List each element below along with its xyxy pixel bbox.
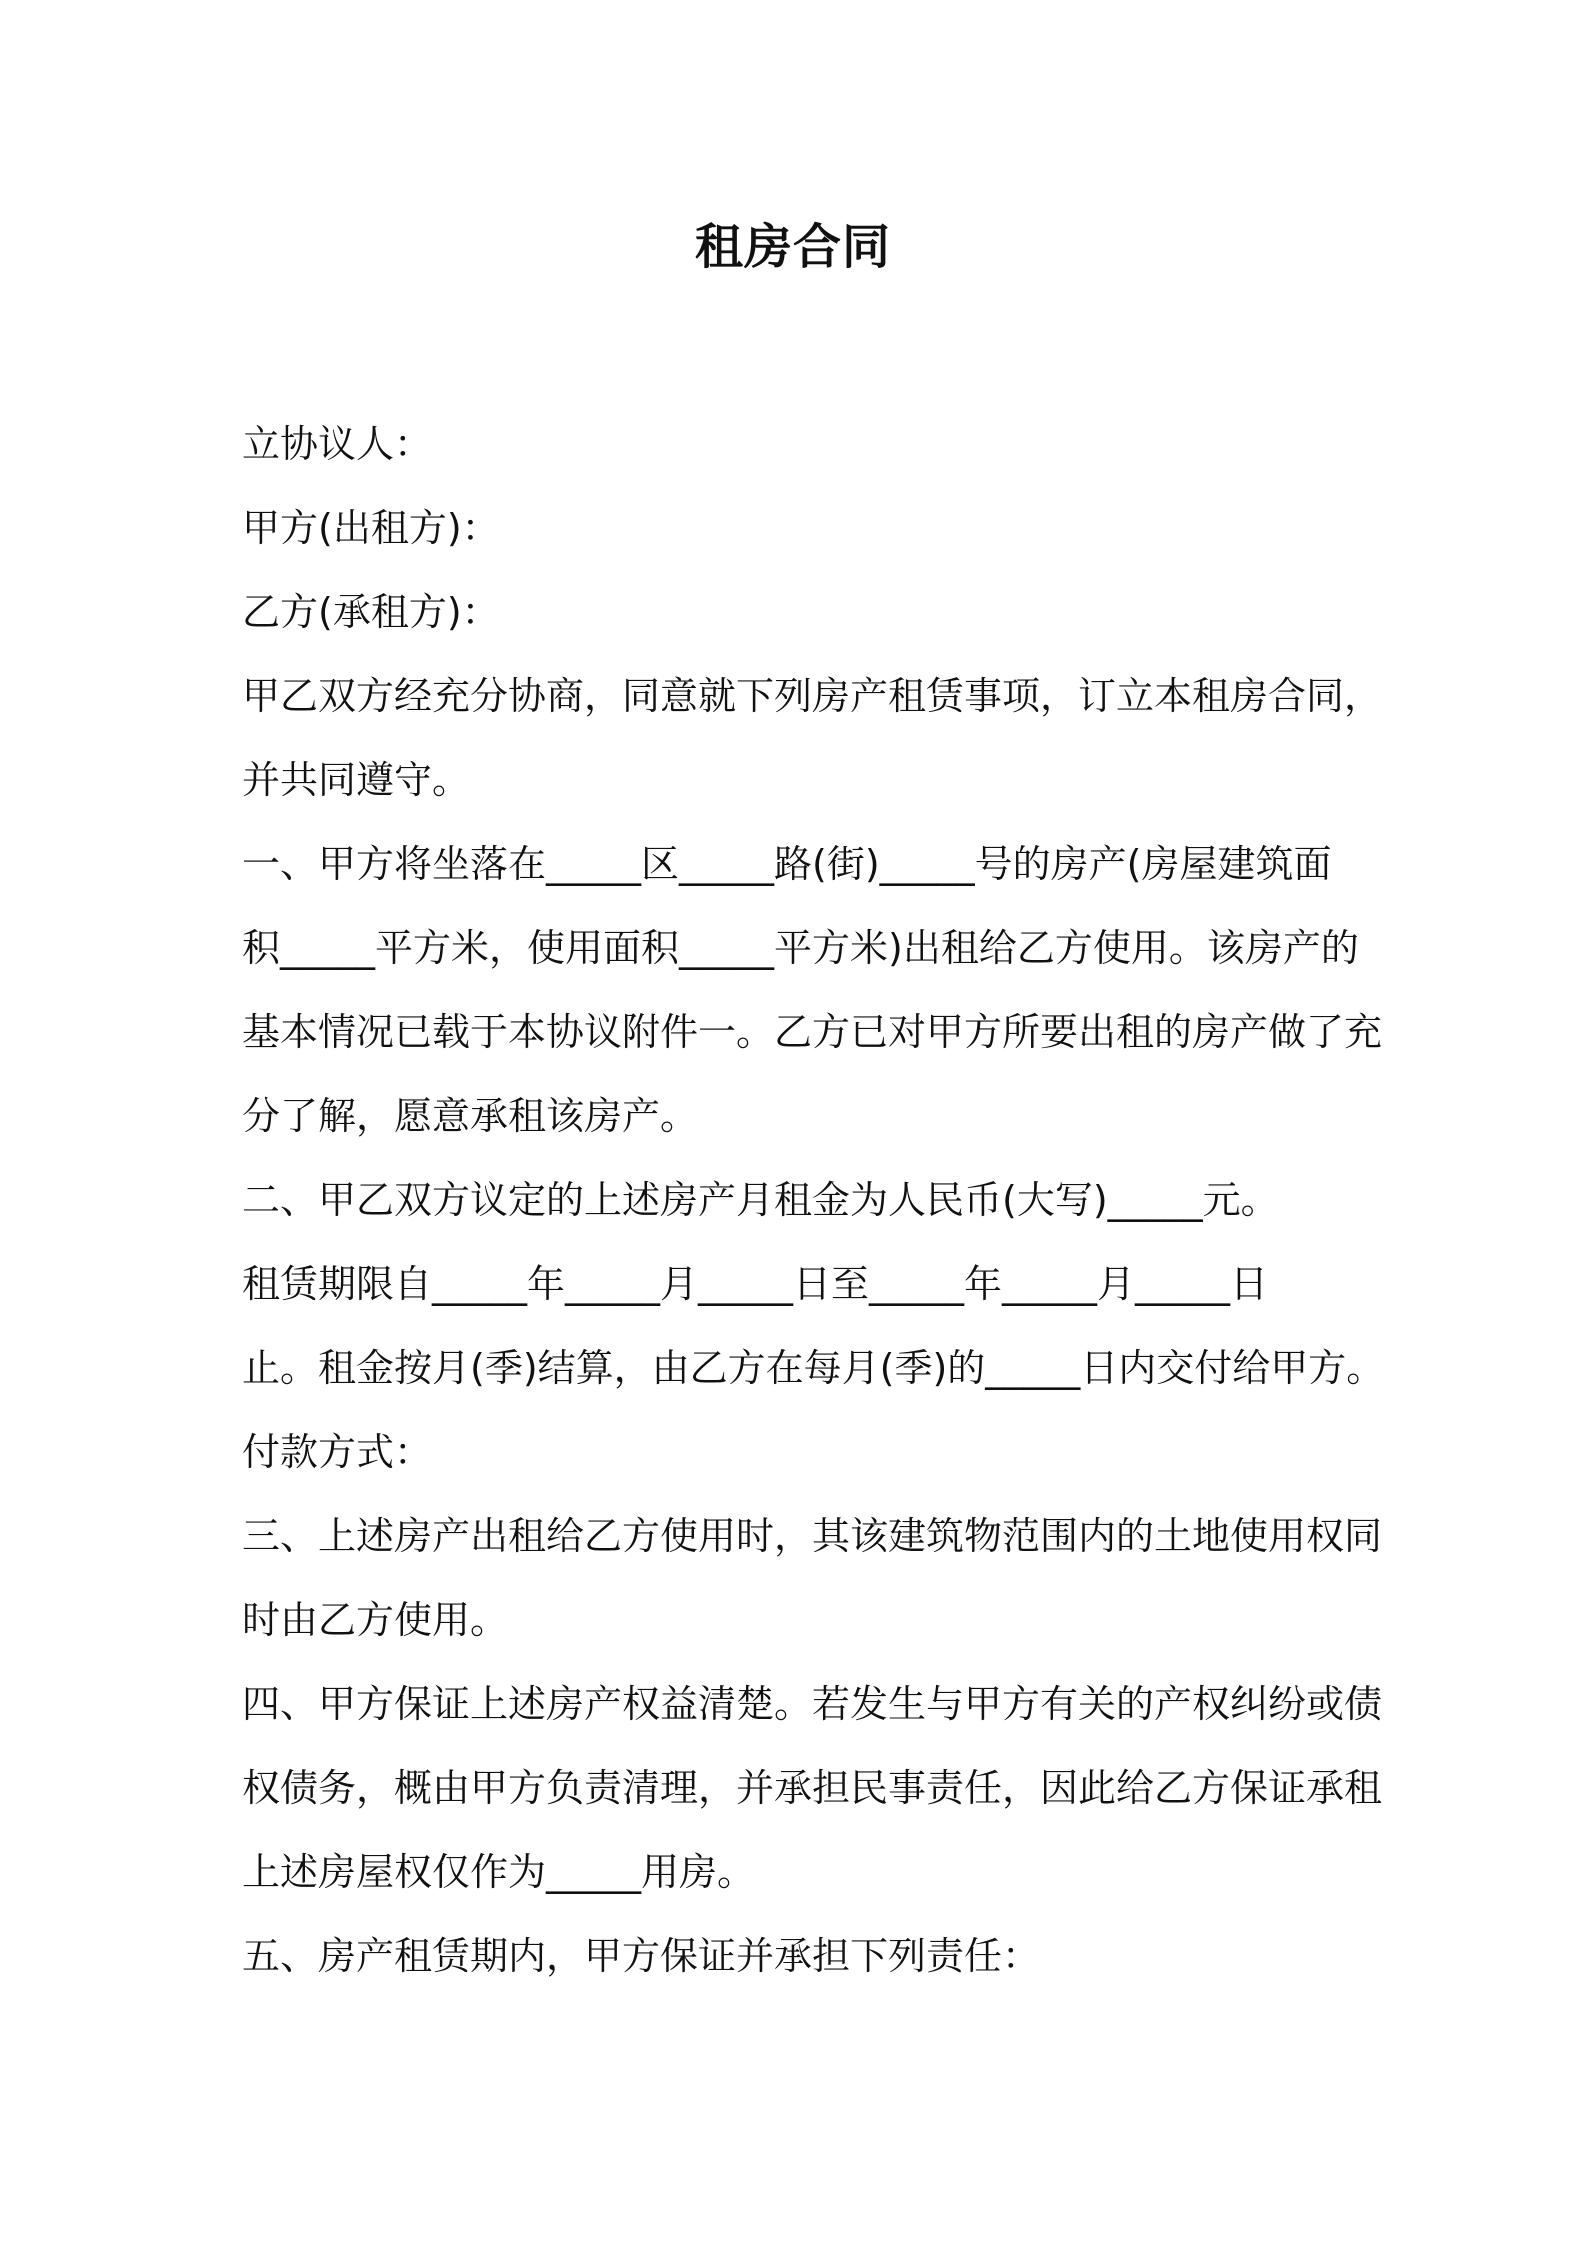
intro-line-2: 并共同遵守。 xyxy=(242,758,471,802)
clause-4-line-1: 四、甲方保证上述房产权益清楚。若发生与甲方有关的产权纠纷或债 xyxy=(242,1682,1383,1726)
clause-1-line-2: 积_____平方米，使用面积_____平方米)出租给乙方使用。该房产的 xyxy=(242,926,1359,970)
party-b-line: 乙方(承租方)： xyxy=(242,590,500,634)
document-body xyxy=(242,402,1385,1998)
party-a-line: 甲方(出租方)： xyxy=(242,506,500,550)
clause-2-line-1: 二、甲乙双方议定的上述房产月租金为人民币(大写)_____元。 xyxy=(242,1178,1279,1222)
clause-3-line-1: 三、上述房产出租给乙方使用时，其该建筑物范围内的土地使用权同 xyxy=(242,1514,1383,1558)
clause-4-line-2: 权债务，概由甲方负责清理，并承担民事责任，因此给乙方保证承租 xyxy=(242,1766,1383,1810)
payment-method-line: 付款方式： xyxy=(242,1430,433,1474)
clause-3-line-2: 时由乙方使用。 xyxy=(242,1598,509,1642)
clause-5-line-1: 五、房产租赁期内，甲方保证并承担下列责任： xyxy=(242,1934,1041,1978)
clause-1-line-4: 分了解，愿意承租该房产。 xyxy=(242,1094,699,1138)
clause-1-line-1: 一、甲方将坐落在_____区_____路(街)_____号的房产(房屋建筑面 xyxy=(242,842,1332,886)
clause-2-line-2: 租赁期限自_____年_____月_____日至_____年_____月_____日 xyxy=(242,1262,1269,1306)
document-title: 租房合同 xyxy=(694,219,891,275)
party-header-line: 立协议人： xyxy=(242,422,433,466)
intro-line-1: 甲乙双方经充分协商，同意就下列房产租赁事项，订立本租房合同， xyxy=(242,674,1383,718)
clause-1-line-3: 基本情况已载于本协议附件一。乙方已对甲方所要出租的房产做了充 xyxy=(242,1010,1383,1054)
clause-2-line-3: 止。租金按月(季)结算，由乙方在每月(季)的_____日内交付给甲方。 xyxy=(242,1346,1385,1390)
clause-4-line-3: 上述房屋权仅作为_____用房。 xyxy=(242,1850,756,1894)
